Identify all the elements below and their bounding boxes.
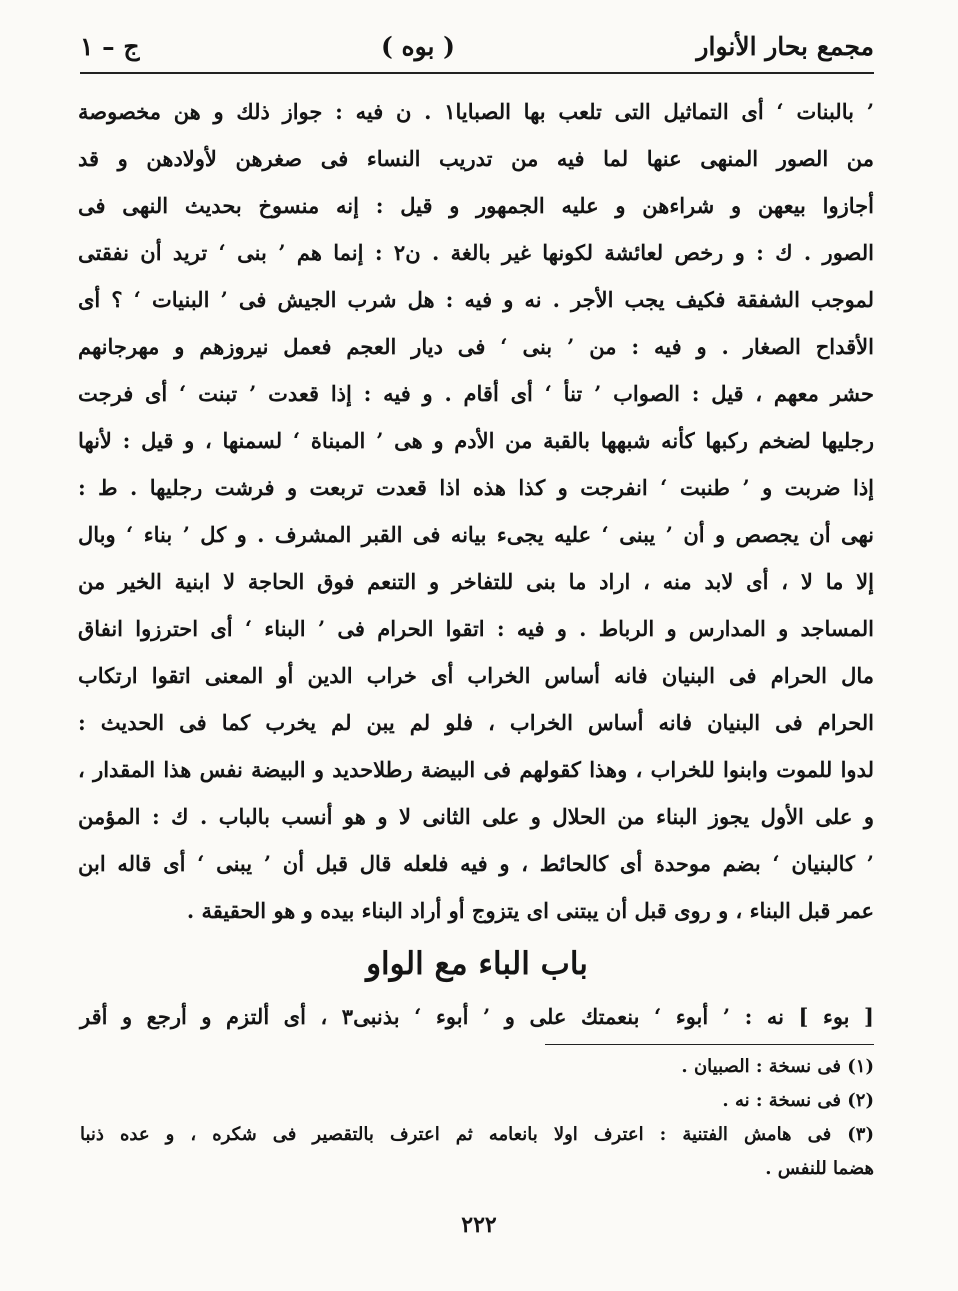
text-line: ’ كالبنيان ‘ بضم موحدة أى كالحائط ، و فيه فلعله قال قبل أن ’ يبنى ‘ أى قاله ابن (78, 851, 874, 876)
text-line: عمر قبل البناء ، و روى قبل أن يبتنى اى يتزوج أو أراد البناء بيده و هو الحقيقة . (186, 898, 874, 923)
text-line: نهى أن يجصص و أن ’ يبنى ‘ عليه يجىء بيانه فى القبر المشرف . و كل ’ بناء ‘ وبال (78, 522, 874, 547)
page-number: ٢٢٢ (461, 1212, 497, 1238)
text-line: إذا ضربت و ’ طنبت ‘ انفرجت و كذا هذه اذا قعدت تربعت و فرشت رجليها . ط : (78, 475, 875, 500)
text-line: لموجب الشفقة فكيف يجب الأجر . نه و فيه : هل شرب الجيش فى ’ البنيات ‘ ؟ أى (78, 287, 874, 312)
footnote-rule (545, 1044, 874, 1045)
text-line: أجازوا بيعهن و شراءهن و عليه الجمهور و قيل : إنه منسوخ بحديث النهى فى (78, 193, 874, 218)
text-line: المساجد و المدارس و الرباط . و فيه : اتقوا الحرام فى ’ البناء ‘ أى احترزوا انفاق (78, 616, 874, 641)
footnote: (١) فى نسخة : الصبيان . (681, 1056, 874, 1077)
text-line: الأقداح الصغار . و فيه : من ’ بنى ‘ فى ديار العجم فعمل نيروزهم و مهرجانهم (78, 334, 874, 359)
text-line: و على الأول يجوز البناء من الحلال و على الثانى لا و هو أنسب بالباب . ك : المؤمن (78, 804, 874, 829)
text-line: الصور . ك : و رخص لعائشة لكونها غير بالغة . ن٢ : إنما هم ’ بنى ‘ تريد أن نفقتى (78, 240, 874, 265)
body-text (78, 88, 874, 934)
text-line: من الصور المنهى عنها لما فيه من تدريب النساء فى صغرهن لأولادهن و قد (78, 146, 874, 171)
text-line: ’ بالبنات ‘ أى التماثيل التى تلعب بها الصبايا١ . ن فيه : جواز ذلك و هن مخصوصة (78, 99, 875, 124)
volume-number: ج – ١ (80, 31, 140, 61)
footnote: (٢) فى نسخة : نه . (722, 1090, 874, 1111)
text-line: الحرام فى البنيان فانه أساس الخراب ، فلو لم يبن لم يخرب كما فى الحديث : (78, 710, 874, 735)
running-header (80, 24, 874, 68)
text-line: حشر معهم ، قيل : الصواب ’ تنأ ‘ أى أقام . و فيه : إذا قعدت ’ تبنت ‘ أى فرجت (78, 381, 874, 406)
entry-line: [ بوء ] نه : ’ أبوء ‘ بنعمتك على و ’ أبوء ‘ بذنبى٣ ، أى ألتزم و أرجع و أقر (80, 1004, 874, 1029)
chapter-heading: باب الباء مع الواو (366, 946, 588, 982)
text-line: رجليها لضخم ركبها كأنه شبهها بالقبة من الأدم و هى ’ المبناة ‘ لسمنها ، و قيل : لأنها (78, 428, 874, 453)
text-line: إلا ما لا ، أى لابد منه ، اراد ما بنى للتفاخر و التنعم فوق الحاجة لا ابنية الخير من (78, 569, 874, 594)
footnotes (80, 1050, 874, 1186)
footnote: هضما للنفس . (765, 1158, 874, 1179)
text-line: لدوا للموت وابنوا للخراب ، وهذا كقولهم فى البيضة رطلاحديد و البيضة نفس هذا المقدار ، (78, 757, 874, 782)
header-rule (80, 72, 874, 74)
section-word: ( بوه ) (380, 31, 455, 61)
book-title: مجمع بحار الأنوار (696, 31, 874, 61)
text-line: مال الحرام فى البنيان فانه أساس الخراب أى خراب الدين أو المعنى اتقوا ارتكاب (78, 663, 874, 688)
footnote: (٣) فى هامش الفتنية : اعترف اولا بانعامه ثم اعترف بالتقصير فى شكره ، و عده ذنبا (80, 1124, 874, 1145)
